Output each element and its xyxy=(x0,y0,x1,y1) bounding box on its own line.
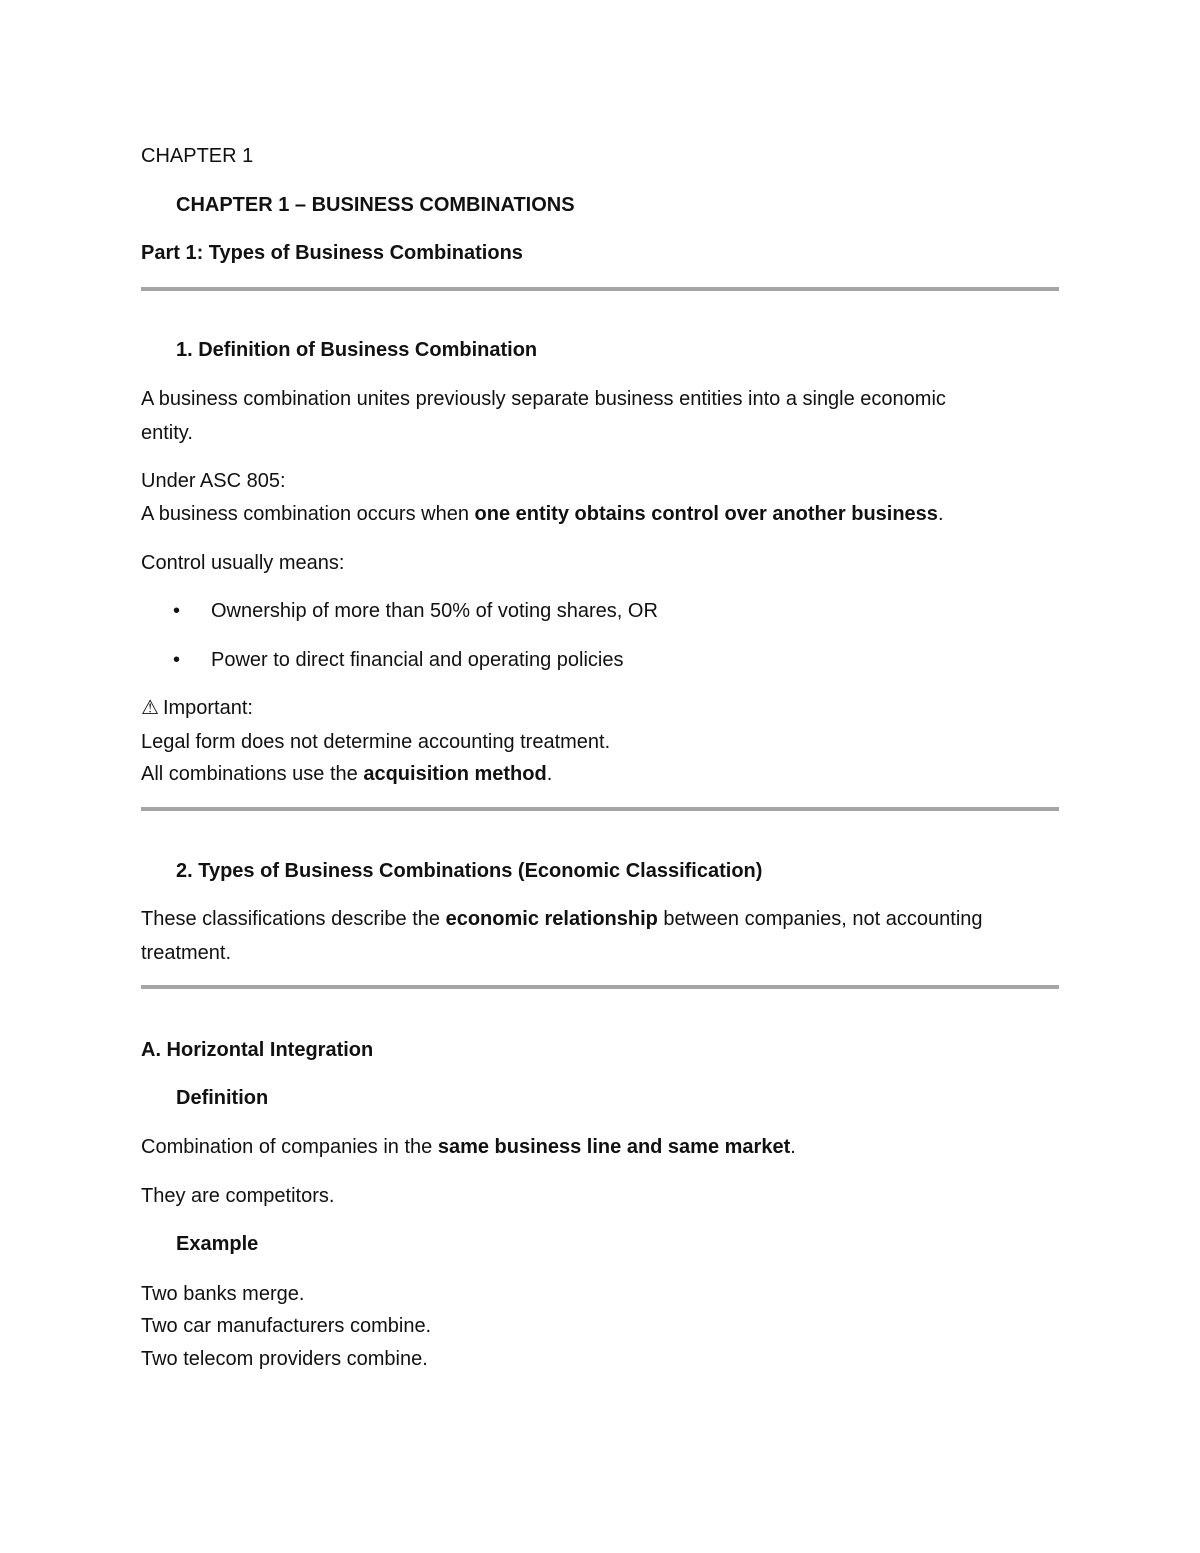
control-label: Control usually means: xyxy=(141,552,345,574)
section2-text-bold: economic relationship xyxy=(445,908,658,930)
section-a-heading: A. Horizontal Integration xyxy=(141,1039,374,1061)
chapter-label: CHAPTER 1 xyxy=(141,145,254,167)
important-label: Important: xyxy=(162,697,253,719)
definition-text-bold: same business line and same market xyxy=(437,1136,791,1158)
legal-form-text: Legal form does not determine accounting treatment. xyxy=(141,731,611,753)
acquisition-method-text xyxy=(141,761,552,787)
definition-text xyxy=(141,1134,796,1160)
definition-text-after: . xyxy=(790,1136,796,1158)
bullet-item-power: Power to direct financial and operating policies xyxy=(211,649,624,671)
warning-icon: ⚠ xyxy=(141,697,159,719)
method-text-bold: acquisition method xyxy=(363,763,547,785)
asc-text-after: . xyxy=(937,503,944,525)
definition-label: Definition xyxy=(176,1087,269,1109)
chapter-title: CHAPTER 1 – BUSINESS COMBINATIONS xyxy=(176,194,575,216)
asc-definition xyxy=(141,501,944,527)
example-line: Two telecom providers combine. xyxy=(141,1348,428,1370)
definition-text-before: Combination of companies in the xyxy=(141,1136,438,1158)
horizontal-rule xyxy=(141,985,1059,989)
asc-text-bold: one entity obtains control over another business xyxy=(474,503,938,525)
part-title: Part 1: Types of Business Combinations xyxy=(141,242,523,264)
section1-intro-line1: A business combination unites previously separate business entities into a single economic xyxy=(141,388,946,410)
example-label: Example xyxy=(176,1233,259,1255)
section2-line1 xyxy=(141,906,983,932)
example-line: Two car manufacturers combine. xyxy=(141,1315,432,1337)
section2-text-before: These classifications describe the xyxy=(141,908,446,930)
horizontal-rule xyxy=(141,807,1059,811)
asc-text-before: A business combination occurs when xyxy=(141,503,475,525)
asc-label: Under ASC 805: xyxy=(141,470,286,492)
bullet-item-ownership: Ownership of more than 50% of voting shares, OR xyxy=(211,600,658,622)
section2-heading: 2. Types of Business Combinations (Economic Classification) xyxy=(176,860,763,882)
horizontal-rule xyxy=(141,287,1059,291)
competitors-text: They are competitors. xyxy=(141,1185,335,1207)
bullet-dot: • xyxy=(173,649,181,671)
section1-heading: 1. Definition of Business Combination xyxy=(176,339,538,361)
method-text-after: . xyxy=(546,763,553,785)
bullet-dot: • xyxy=(173,600,181,622)
important-note xyxy=(141,695,253,721)
section2-line2: treatment. xyxy=(141,942,232,964)
section2-text-after: between companies, not accounting xyxy=(657,908,983,930)
section1-intro-line2: entity. xyxy=(141,422,193,444)
example-line: Two banks merge. xyxy=(141,1283,305,1305)
method-text-before: All combinations use the xyxy=(141,763,364,785)
